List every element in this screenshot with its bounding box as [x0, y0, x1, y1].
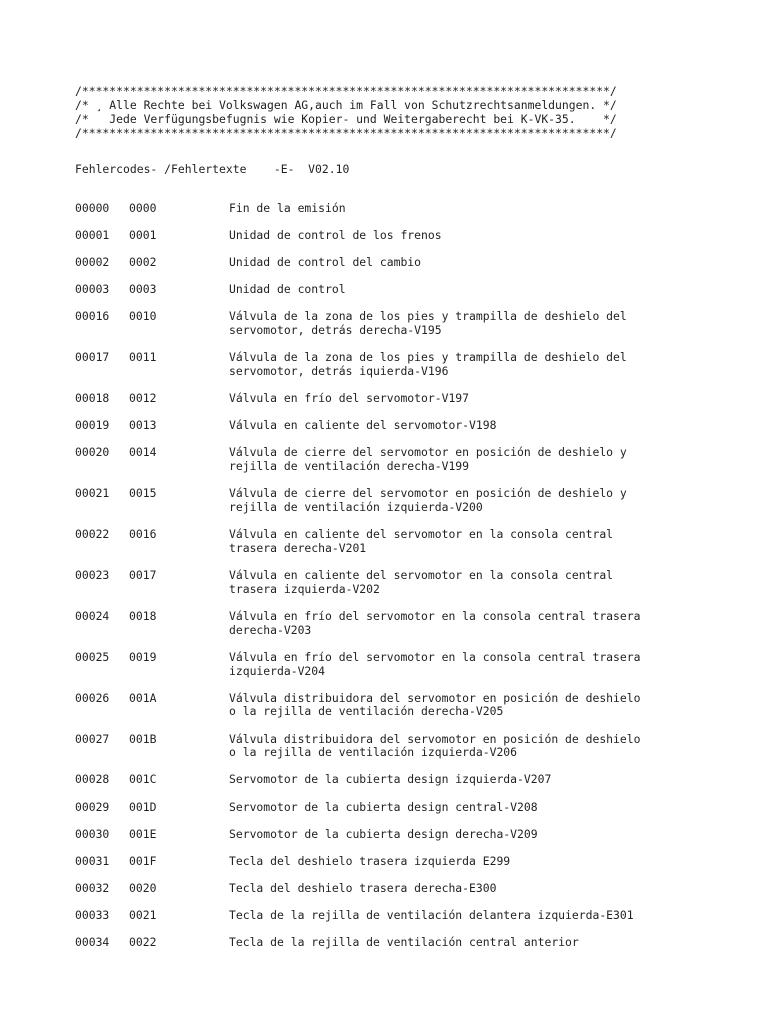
decimal-code: 00029: [75, 799, 110, 814]
error-text: Válvula de la zona de los pies y trampilla de deshielo del servomotor, detrás iquierda-V196: [229, 350, 627, 379]
header-rights-line: /* Jede Verfügungsbefugnis wie Kopier- und Weitergaberecht bei K-VK-35. */: [75, 112, 617, 126]
decimal-code: 00000: [75, 201, 110, 215]
header-border-top: /*****************************************************************************/: [75, 84, 617, 98]
hex-code: 0020: [129, 880, 157, 895]
hex-code: 0018: [129, 608, 157, 623]
error-text: Válvula de cierre del servomotor en posición de deshielo y rejilla de ventilación derecha-V199: [229, 445, 627, 474]
hex-code: 0002: [129, 255, 157, 270]
error-text: Unidad de control del cambio: [229, 255, 422, 270]
error-code-list: [75, 202, 715, 950]
decimal-code: 00018: [75, 391, 110, 406]
error-text: Tecla de la rejilla de ventilación central anterior: [229, 935, 579, 950]
error-code-entry: [75, 392, 715, 406]
hex-code: 0015: [129, 486, 157, 501]
document-title: Fehlercodes- /Fehlertexte -E- V02.10: [75, 162, 350, 176]
error-text: Válvula en caliente del servomotor en la consola central trasera derecha-V201: [229, 527, 614, 555]
error-code-entry: [75, 882, 715, 896]
error-code-entry: [75, 487, 715, 515]
decimal-code: 00020: [75, 445, 110, 460]
error-code-entry: [75, 855, 715, 869]
hex-code: 001A: [129, 690, 157, 705]
copyright-header: [75, 84, 715, 140]
error-text: Válvula en caliente del servomotor-V198: [229, 418, 497, 433]
hex-code: 0000: [129, 201, 157, 215]
error-code-entry: [75, 569, 715, 597]
decimal-code: 00027: [75, 731, 110, 746]
hex-code: 0003: [129, 282, 157, 297]
decimal-code: 00032: [75, 880, 110, 895]
decimal-code: 00026: [75, 690, 110, 705]
error-code-entry: [75, 651, 715, 679]
decimal-code: 00017: [75, 350, 110, 365]
header-border-bottom: /*****************************************************************************/: [75, 126, 617, 140]
decimal-code: 00031: [75, 853, 110, 868]
error-code-entry: [75, 936, 715, 950]
error-text: Servomotor de la cubierta design izquierda-V207: [229, 772, 552, 787]
hex-code: 0017: [129, 568, 157, 583]
error-text: Tecla del deshielo trasera derecha-E300: [229, 880, 497, 895]
hex-code: 0016: [129, 527, 157, 542]
decimal-code: 00001: [75, 228, 110, 243]
hex-code: 001C: [129, 772, 157, 787]
decimal-code: 00003: [75, 282, 110, 297]
error-code-entry: [75, 733, 715, 761]
hex-code: 0011: [129, 350, 157, 365]
decimal-code: 00021: [75, 486, 110, 501]
error-text: Unidad de control: [229, 282, 346, 297]
decimal-code: 00019: [75, 418, 110, 433]
decimal-code: 00016: [75, 309, 110, 324]
hex-code: 001E: [129, 826, 157, 841]
error-text: Válvula en frío del servomotor en la consola central trasera izquierda-V204: [229, 649, 641, 678]
decimal-code: 00025: [75, 649, 110, 664]
error-text: Tecla del deshielo trasera izquierda E299: [229, 853, 511, 868]
hex-code: 0013: [129, 418, 157, 433]
error-text: Fin de la emisión: [229, 201, 346, 215]
hex-code: 0012: [129, 391, 157, 406]
hex-code: 001B: [129, 731, 157, 746]
hex-code: 0014: [129, 445, 157, 460]
document-page: [75, 84, 715, 963]
error-code-entry: [75, 229, 715, 243]
decimal-code: 00034: [75, 935, 110, 950]
error-code-entry: [75, 909, 715, 923]
hex-code: 0010: [129, 309, 157, 324]
error-code-entry: [75, 310, 715, 338]
error-text: Tecla de la rejilla de ventilación delantera izquierda-E301: [229, 907, 634, 922]
hex-code: 001D: [129, 799, 157, 814]
error-code-entry: [75, 773, 715, 787]
hex-code: 0021: [129, 907, 157, 922]
error-text: Válvula en frío del servomotor-V197: [229, 391, 470, 406]
error-text: Válvula de la zona de los pies y trampilla de deshielo del servomotor, detrás derecha-V195: [229, 309, 627, 338]
error-text: Válvula distribuidora del servomotor en posición de deshielo o la rejilla de ventilación derecha-V205: [229, 690, 641, 719]
decimal-code: 00022: [75, 527, 110, 542]
error-text: Válvula distribuidora del servomotor en posición de deshielo o la rejilla de ventilación izquierda-V206: [229, 731, 641, 760]
decimal-code: 00028: [75, 772, 110, 787]
decimal-code: 00024: [75, 608, 110, 623]
decimal-code: 00030: [75, 826, 110, 841]
error-code-entry: [75, 610, 715, 638]
decimal-code: 00023: [75, 568, 110, 583]
header-copyright-line: /* ¸ Alle Rechte bei Volkswagen AG,auch im Fall von Schutzrechtsanmeldungen. */: [75, 98, 617, 112]
error-code-entry: [75, 202, 715, 216]
decimal-code: 00002: [75, 255, 110, 270]
error-code-entry: [75, 351, 715, 379]
error-code-entry: [75, 419, 715, 433]
decimal-code: 00033: [75, 907, 110, 922]
error-text: Servomotor de la cubierta design derecha-V209: [229, 826, 538, 841]
error-text: Servomotor de la cubierta design central-V208: [229, 799, 538, 814]
error-text: Válvula en frío del servomotor en la consola central trasera derecha-V203: [229, 608, 641, 637]
error-text: Válvula en caliente del servomotor en la consola central trasera izquierda-V202: [229, 568, 614, 596]
error-text: Válvula de cierre del servomotor en posición de deshielo y rejilla de ventilación izquierda-V200: [229, 486, 627, 515]
error-code-entry: [75, 828, 715, 842]
error-code-entry: [75, 256, 715, 270]
hex-code: 0001: [129, 228, 157, 243]
error-code-entry: [75, 283, 715, 297]
error-code-entry: [75, 692, 715, 720]
hex-code: 001F: [129, 853, 157, 868]
error-code-entry: [75, 801, 715, 815]
hex-code: 0019: [129, 649, 157, 664]
hex-code: 0022: [129, 935, 157, 950]
error-code-entry: [75, 446, 715, 474]
error-text: Unidad de control de los frenos: [229, 228, 442, 243]
error-code-entry: [75, 528, 715, 556]
